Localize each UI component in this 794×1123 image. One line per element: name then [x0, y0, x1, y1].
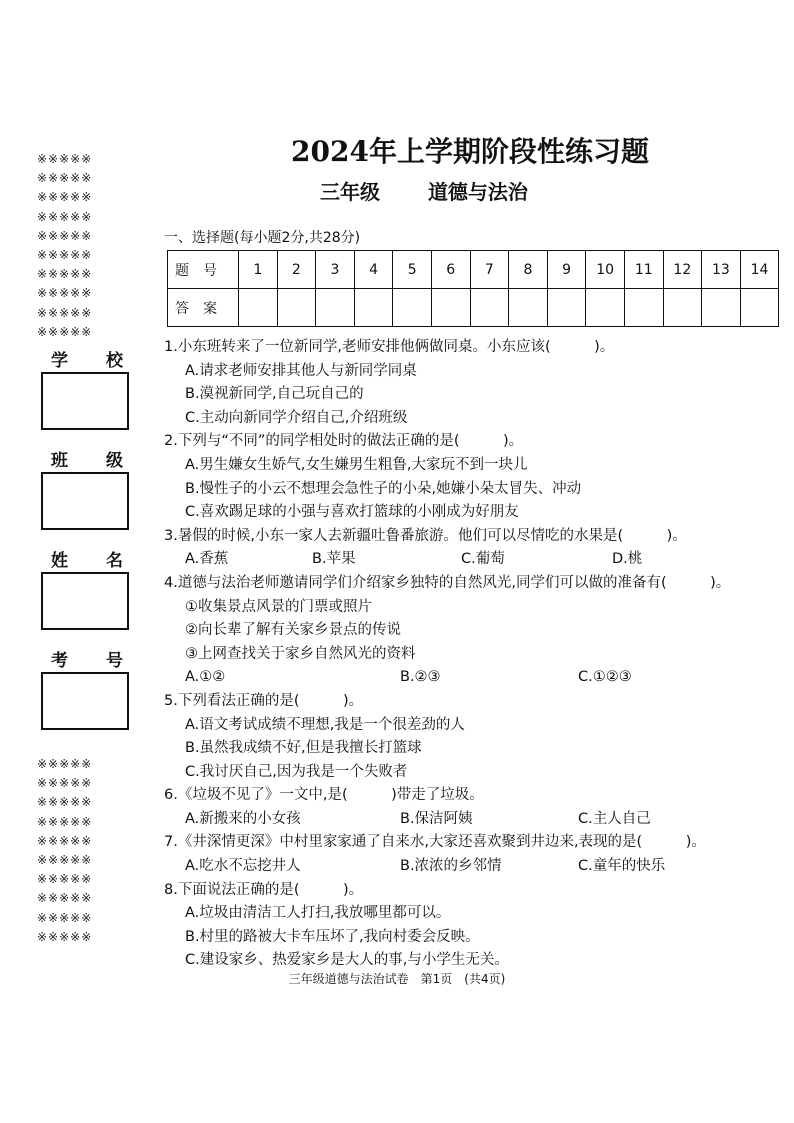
qnum-cell: 1	[239, 251, 278, 289]
question-stem: 4.道德与法治老师邀请同学们介绍家乡独特的自然风光,同学们可以做的准备有( )。	[164, 574, 731, 591]
answer-cell[interactable]	[393, 289, 432, 327]
answer-cell[interactable]	[663, 289, 702, 327]
exam-number-field[interactable]	[41, 672, 129, 730]
question-stem: 6.《垃圾不见了》一文中,是( )带走了垃圾。	[164, 787, 484, 804]
question-stem: 1.小东班转来了一位新同学,老师安排他俩做同桌。小东应该( )。	[164, 339, 615, 355]
option[interactable]: B.慢性子的小云不想理会急性子的小朵,她嫌小朵太冒失、冲动	[185, 480, 582, 497]
answer-cell[interactable]	[740, 289, 779, 327]
answer-cell[interactable]	[316, 289, 355, 327]
option[interactable]: C.喜欢踢足球的小强与喜欢打篮球的小刚成为好朋友	[185, 504, 519, 521]
exam-title: 2024年上学期阶段性练习题	[291, 135, 649, 168]
qnum-cell: 11	[624, 251, 663, 289]
class-field[interactable]	[41, 472, 129, 530]
qnum-cell: 13	[702, 251, 741, 289]
option[interactable]: A.垃圾由清洁工人打扫,我放哪里都可以。	[185, 905, 451, 922]
option[interactable]: A.男生嫌女生娇气,女生嫌男生粗鲁,大家玩不到一块儿	[185, 456, 528, 473]
page-footer: 三年级道德与法治试卷 第1页 (共4页)	[288, 972, 506, 986]
question-stem: 5.下列看法正确的是( )。	[164, 692, 364, 709]
qnum-cell: 2	[277, 251, 316, 289]
school-label: 学 校	[51, 351, 123, 371]
name-label: 姓 名	[51, 551, 123, 571]
answer-cell[interactable]	[624, 289, 663, 327]
section-heading: 一、选择题(每小题2分,共28分)	[164, 230, 361, 246]
school-field[interactable]	[41, 372, 129, 430]
answer-cell[interactable]	[586, 289, 625, 327]
question-stem: 7.《井深情更深》中村里家家通了自来水,大家还喜欢聚到井边来,表现的是( )。	[164, 834, 706, 851]
answer-cell[interactable]	[354, 289, 393, 327]
option-row	[164, 855, 774, 879]
row-label: 答案	[168, 289, 239, 327]
option[interactable]: C.童年的快乐	[578, 858, 666, 875]
option[interactable]: A.新搬来的小女孩	[185, 810, 301, 827]
option[interactable]: C.葡萄	[461, 551, 505, 568]
answer-cell[interactable]	[509, 289, 548, 327]
exam-number-label: 考 号	[51, 651, 123, 671]
answer-cell[interactable]	[239, 289, 278, 327]
option-row	[164, 666, 774, 690]
statement: ③上网查找关于家乡自然风光的资料	[185, 645, 416, 662]
option-row	[164, 808, 774, 832]
statement: ②向长辈了解有关家乡景点的传说	[185, 622, 401, 639]
question-stem: 8.下面说法正确的是( )。	[164, 881, 364, 898]
option[interactable]: B.虽然我成绩不好,但是我擅长打篮球	[185, 740, 422, 757]
question-list	[164, 336, 774, 973]
question-number-row	[168, 251, 779, 289]
option[interactable]: C.①②③	[578, 669, 632, 686]
option[interactable]: A.请求老师安排其他人与新同学同桌	[185, 362, 417, 379]
answer-cell[interactable]	[470, 289, 509, 327]
option[interactable]: B.村里的路被大卡车压坏了,我向村委会反映。	[185, 928, 480, 945]
answer-cell[interactable]	[431, 289, 470, 327]
option[interactable]: A.语文考试成绩不理想,我是一个很差劲的人	[185, 716, 465, 733]
option[interactable]: B.苹果	[312, 551, 356, 568]
row-label: 题号	[168, 251, 239, 289]
exam-subtitle	[320, 176, 528, 205]
star-border-bottom: ※※※※※ ※※※※※ ※※※※※ ※※※※※ ※※※※※ ※※※※※ ※※※※※ ※※※※※ ※※※※※ ※※※※※	[37, 757, 93, 944]
star-border-top: ※※※※※ ※※※※※ ※※※※※ ※※※※※ ※※※※※ ※※※※※ ※※※※※ ※※※※※ ※※※※※ ※※※※※	[37, 152, 93, 339]
qnum-cell: 4	[354, 251, 393, 289]
answer-cell[interactable]	[277, 289, 316, 327]
qnum-cell: 6	[431, 251, 470, 289]
question-stem: 3.暑假的时候,小东一家人去新疆吐鲁番旅游。他们可以尽情吃的水果是( )。	[164, 527, 687, 544]
option[interactable]: A.①②	[185, 669, 226, 686]
grade-label: 三年级	[320, 180, 380, 204]
statement: ①收集景点风景的门票或照片	[185, 598, 372, 615]
option[interactable]: C.主动向新同学介绍自己,介绍班级	[185, 409, 408, 426]
option[interactable]: C.建设家乡、热爱家乡是大人的事,与小学生无关。	[185, 952, 509, 969]
answer-cell[interactable]	[702, 289, 741, 327]
question-stem: 2.下列与“不同”的同学相处时的做法正确的是( )。	[164, 433, 524, 450]
option-row	[164, 548, 774, 572]
qnum-cell: 8	[509, 251, 548, 289]
qnum-cell: 12	[663, 251, 702, 289]
qnum-cell: 9	[547, 251, 586, 289]
subject-label: 道德与法治	[427, 180, 528, 204]
class-label: 班 级	[51, 451, 123, 471]
answer-row	[168, 289, 779, 327]
option[interactable]: A.香蕉	[185, 551, 229, 568]
name-field[interactable]	[41, 572, 129, 630]
option[interactable]: B.保洁阿姨	[400, 810, 473, 827]
option[interactable]: C.主人自己	[578, 810, 651, 827]
qnum-cell: 7	[470, 251, 509, 289]
option[interactable]: B.浓浓的乡邻情	[400, 858, 502, 875]
option[interactable]: A.吃水不忘挖井人	[185, 858, 301, 875]
qnum-cell: 10	[586, 251, 625, 289]
option[interactable]: B.②③	[400, 669, 441, 686]
answer-cell[interactable]	[547, 289, 586, 327]
qnum-cell: 3	[316, 251, 355, 289]
qnum-cell: 5	[393, 251, 432, 289]
option[interactable]: C.我讨厌自己,因为我是一个失败者	[185, 763, 408, 780]
option[interactable]: B.漠视新同学,自己玩自己的	[185, 386, 364, 403]
answer-table	[167, 250, 779, 327]
option[interactable]: D.桃	[612, 551, 643, 568]
qnum-cell: 14	[740, 251, 779, 289]
